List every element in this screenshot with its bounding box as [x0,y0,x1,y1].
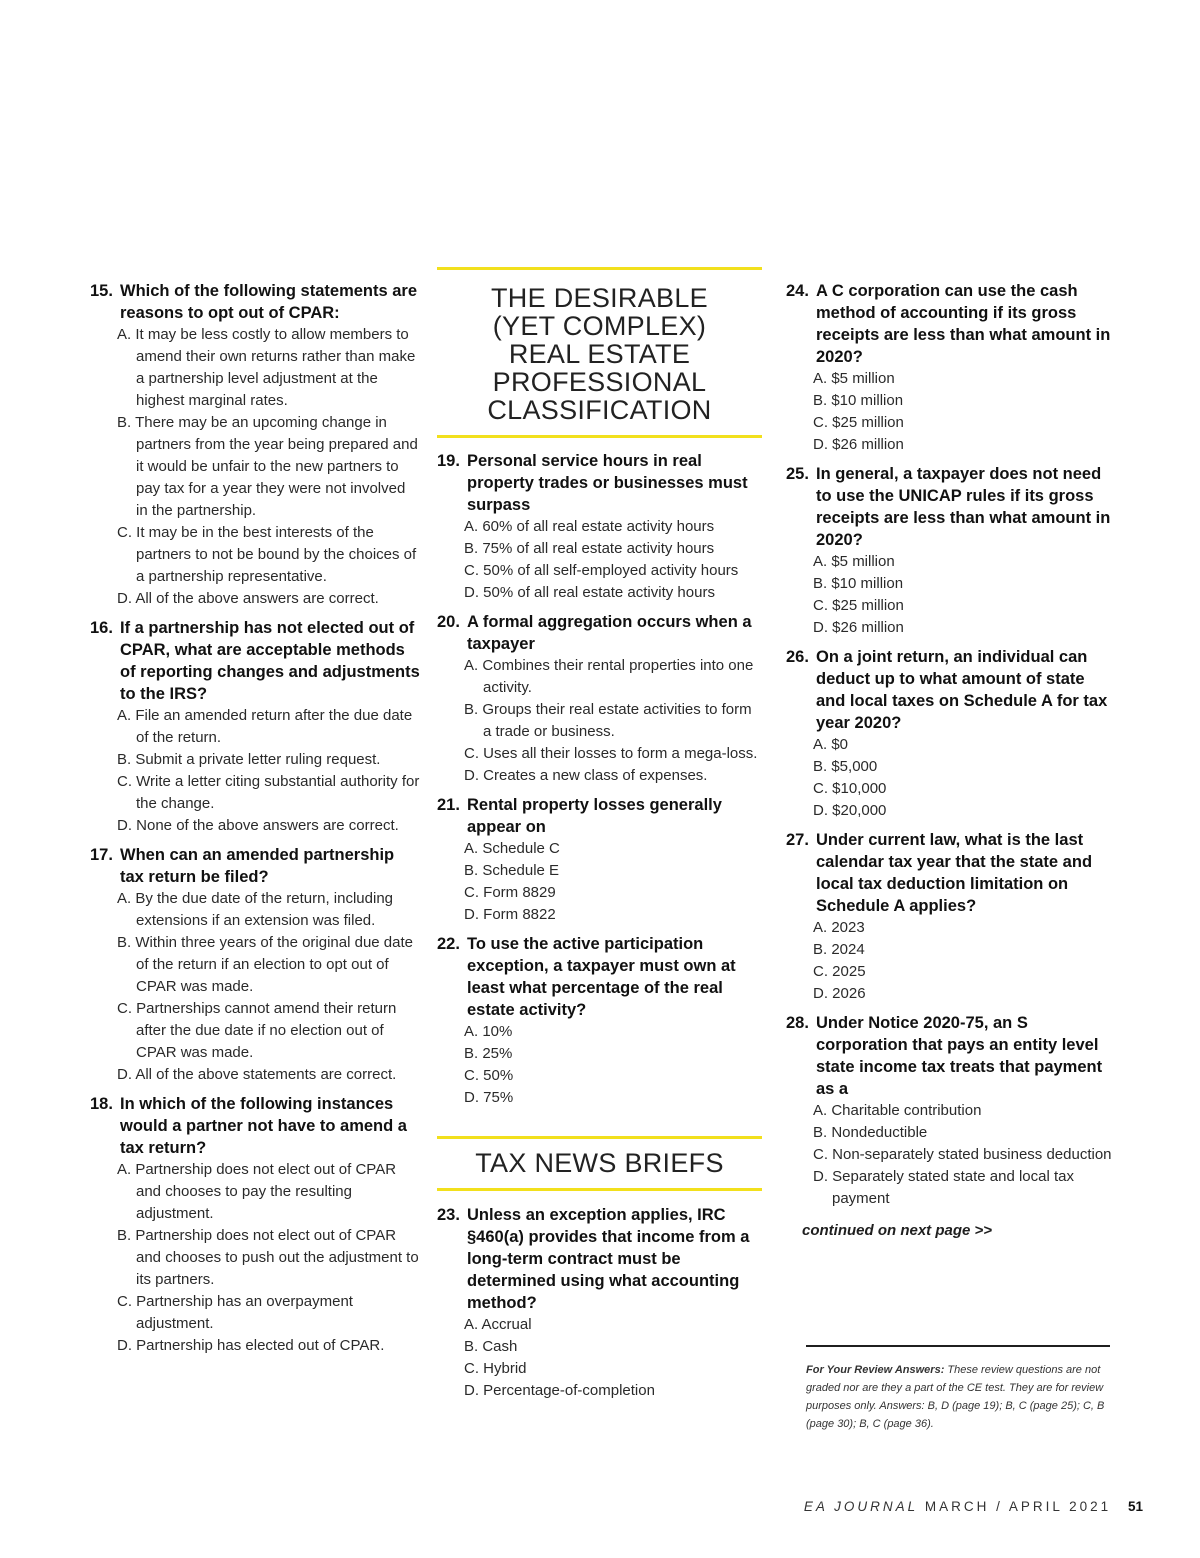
answer-option: D. All of the above answers are correct. [117,590,379,607]
answer-option: C. 2025 [813,963,866,980]
question-heading [437,1204,762,1314]
question-number: 20. [437,613,460,631]
answer-option: B. $10 million [813,392,904,409]
question-text: Which of the following statements are reasons to opt out of CPAR: [120,282,418,322]
question-heading [786,1012,1116,1100]
question-heading [437,450,762,516]
question-18 [90,1093,420,1357]
answer-option: B. Schedule E [464,862,560,879]
question-number: 16. [90,619,113,637]
answer-option: D. Percentage-of-completion [464,1382,655,1399]
answer-option: C. $25 million [813,597,904,614]
answer-options [464,1021,762,1109]
question-26 [786,646,1116,822]
answer-options [117,705,420,837]
answer-option: B. $10 million [813,575,904,592]
question-heading [786,646,1116,734]
answer-option: A. It may be less costly to allow members to amend their own returns rather than make a partnership level adjustment at the highest marginal rates. [117,326,416,409]
issue-date: MARCH / APRIL 2021 [924,1499,1112,1514]
answer-option: D. None of the above answers are correct. [117,817,399,834]
question-heading [90,280,420,324]
question-number: 26. [786,648,809,666]
journal-name: EA JOURNAL [803,1499,919,1514]
question-23 [437,1204,762,1402]
question-text: On a joint return, an individual can deduct up to what amount of state and local taxes on Schedule A for tax year 2020? [816,648,1108,732]
question-20 [437,611,762,787]
answer-option: D. $20,000 [813,802,887,819]
answer-option: D. $26 million [813,436,904,453]
answer-options [464,655,762,787]
question-28 [786,1012,1116,1210]
question-27 [786,829,1116,1005]
answer-option: B. Partnership does not elect out of CPAR and chooses to push out the adjustment to its partners. [117,1227,419,1288]
question-text: When can an amended partnership tax return be filed? [120,846,395,886]
page-number: 51 [1127,1499,1143,1514]
question-21 [437,794,762,926]
column-middle [437,280,762,1409]
answer-option: C. It may be in the best interests of the partners to not be bound by the choices of a partnership representative. [117,524,417,585]
question-17 [90,844,420,1086]
answer-option: C. 50% of all self-employed activity hours [464,562,739,579]
question-text: In general, a taxpayer does not need to use the UNICAP rules if its gross receipts are less than what amount in 2020? [816,465,1111,549]
answer-option: C. Uses all their losses to form a mega-loss. [464,745,758,762]
review-label: For Your Review Answers: [806,1364,945,1376]
question-text: To use the active participation exception, a taxpayer must own at least what percentage of the real estate activity? [467,935,736,1019]
question-number: 19. [437,452,460,470]
answer-options [117,1159,420,1357]
answer-option: D. Creates a new class of expenses. [464,767,708,784]
question-number: 23. [437,1206,460,1224]
question-19 [437,450,762,604]
answer-options [813,734,1116,822]
question-text: In which of the following instances would a partner not have to amend a tax return? [120,1095,407,1157]
answer-option: B. 75% of all real estate activity hours [464,540,715,557]
answer-option: B. Nondeductible [813,1124,928,1141]
question-15 [90,280,420,610]
answer-options [464,838,762,926]
question-number: 15. [90,282,113,300]
answer-option: A. Partnership does not elect out of CPAR and chooses to pay the resulting adjustment. [117,1161,397,1222]
question-heading [786,829,1116,917]
question-16 [90,617,420,837]
answer-option: D. 75% [464,1089,514,1106]
question-number: 21. [437,796,460,814]
answer-option: B. 25% [464,1045,513,1062]
answer-options [813,368,1116,456]
question-number: 17. [90,846,113,864]
answer-option: A. Schedule C [464,840,560,857]
answer-option: D. Separately stated state and local tax payment [813,1168,1074,1207]
answer-option: D. All of the above statements are correct. [117,1066,397,1083]
question-number: 18. [90,1095,113,1113]
question-number: 24. [786,282,809,300]
question-heading [90,617,420,705]
answer-option: A. Accrual [464,1316,532,1333]
question-22 [437,933,762,1109]
review-text: These review questions are not graded nor are they a part of the CE test. They are for review purposes only. Answers: B, D (page 19); B, C (page 25); C, B (page 30); B, C (page 36). [806,1364,1105,1430]
question-text: A formal aggregation occurs when a taxpayer [467,613,752,653]
question-text: Under current law, what is the last calendar tax year that the state and local tax deduction limitation on Schedule A applies? [816,831,1093,915]
answer-option: D. 50% of all real estate activity hours [464,584,715,601]
answer-option: A. $5 million [813,553,895,570]
answer-options [464,516,762,604]
answer-option: C. Partnerships cannot amend their return after the due date if no election out of CPAR was made. [117,1000,397,1061]
question-text: Personal service hours in real property trades or businesses must surpass [467,452,748,514]
question-25 [786,463,1116,639]
question-text: Under Notice 2020-75, an S corporation that pays an entity level state income tax treats that payment as a [816,1014,1103,1098]
answer-option: D. Form 8822 [464,906,556,923]
answer-options [813,917,1116,1005]
question-text: Unless an exception applies, IRC §460(a) provides that income from a long-term contract must be determined using what accounting method? [467,1206,750,1312]
column-right [786,280,1116,1239]
question-text: If a partnership has not elected out of CPAR, what are acceptable methods of reporting changes and adjustments to the IRS? [120,619,420,703]
answer-option: A. File an amended return after the due date of the return. [117,707,413,746]
question-number: 27. [786,831,809,849]
answer-option: C. Form 8829 [464,884,556,901]
question-text: A C corporation can use the cash method of accounting if its gross receipts are less than what amount in 2020? [816,282,1111,366]
section-heading-tax-news: TAX NEWS BRIEFS [437,1136,762,1191]
question-heading [786,280,1116,368]
answer-option: A. Combines their rental properties into one activity. [464,657,754,696]
question-heading [90,1093,420,1159]
answer-option: C. Non-separately stated business deduction [813,1146,1112,1163]
question-number: 22. [437,935,460,953]
answer-option: C. $10,000 [813,780,887,797]
answer-option: C. 50% [464,1067,514,1084]
question-text: Rental property losses generally appear on [467,796,722,836]
section-heading-real-estate: THE DESIRABLE (YET COMPLEX) REAL ESTATE PROFESSIONAL CLASSIFICATION [437,267,762,438]
answer-option: B. Groups their real estate activities to form a trade or business. [464,701,752,740]
answer-option: B. Submit a private letter ruling request. [117,751,381,768]
continued-note: continued on next page >> [802,1222,993,1239]
question-heading [90,844,420,888]
answer-option: C. Write a letter citing substantial authority for the change. [117,773,420,812]
page-footer [804,1499,1143,1514]
answer-options [117,888,420,1086]
question-24 [786,280,1116,456]
answer-option: B. Cash [464,1338,518,1355]
answer-options [117,324,420,610]
answer-options [813,1100,1116,1210]
question-heading [437,611,762,655]
question-number: 25. [786,465,809,483]
answer-option: C. Hybrid [464,1360,527,1377]
column-left [90,280,420,1364]
answer-option: A. $5 million [813,370,895,387]
question-number: 28. [786,1014,809,1032]
answer-option: A. Charitable contribution [813,1102,982,1119]
question-heading [786,463,1116,551]
question-heading [437,933,762,1021]
answer-option: A. By the due date of the return, including extensions if an extension was filed. [117,890,394,929]
answer-option: A. 2023 [813,919,865,936]
answer-option: D. Partnership has elected out of CPAR. [117,1337,385,1354]
answer-option: A. 10% [464,1023,513,1040]
review-answers-box [806,1345,1110,1433]
answer-option: C. $25 million [813,414,904,431]
question-heading [437,794,762,838]
answer-options [813,551,1116,639]
answer-options [464,1314,762,1402]
answer-option: B. $5,000 [813,758,878,775]
answer-option: D. 2026 [813,985,866,1002]
answer-option: C. Partnership has an overpayment adjustment. [117,1293,353,1332]
answer-option: A. 60% of all real estate activity hours [464,518,715,535]
answer-option: B. Within three years of the original due date of the return if an election to opt out of CPAR was made. [117,934,414,995]
answer-option: B. There may be an upcoming change in partners from the year being prepared and it would be unfair to the new partners to pay tax for a year they were not involved in the partnership. [117,414,418,519]
answer-option: A. $0 [813,736,849,753]
answer-option: D. $26 million [813,619,904,636]
answer-option: B. 2024 [813,941,865,958]
